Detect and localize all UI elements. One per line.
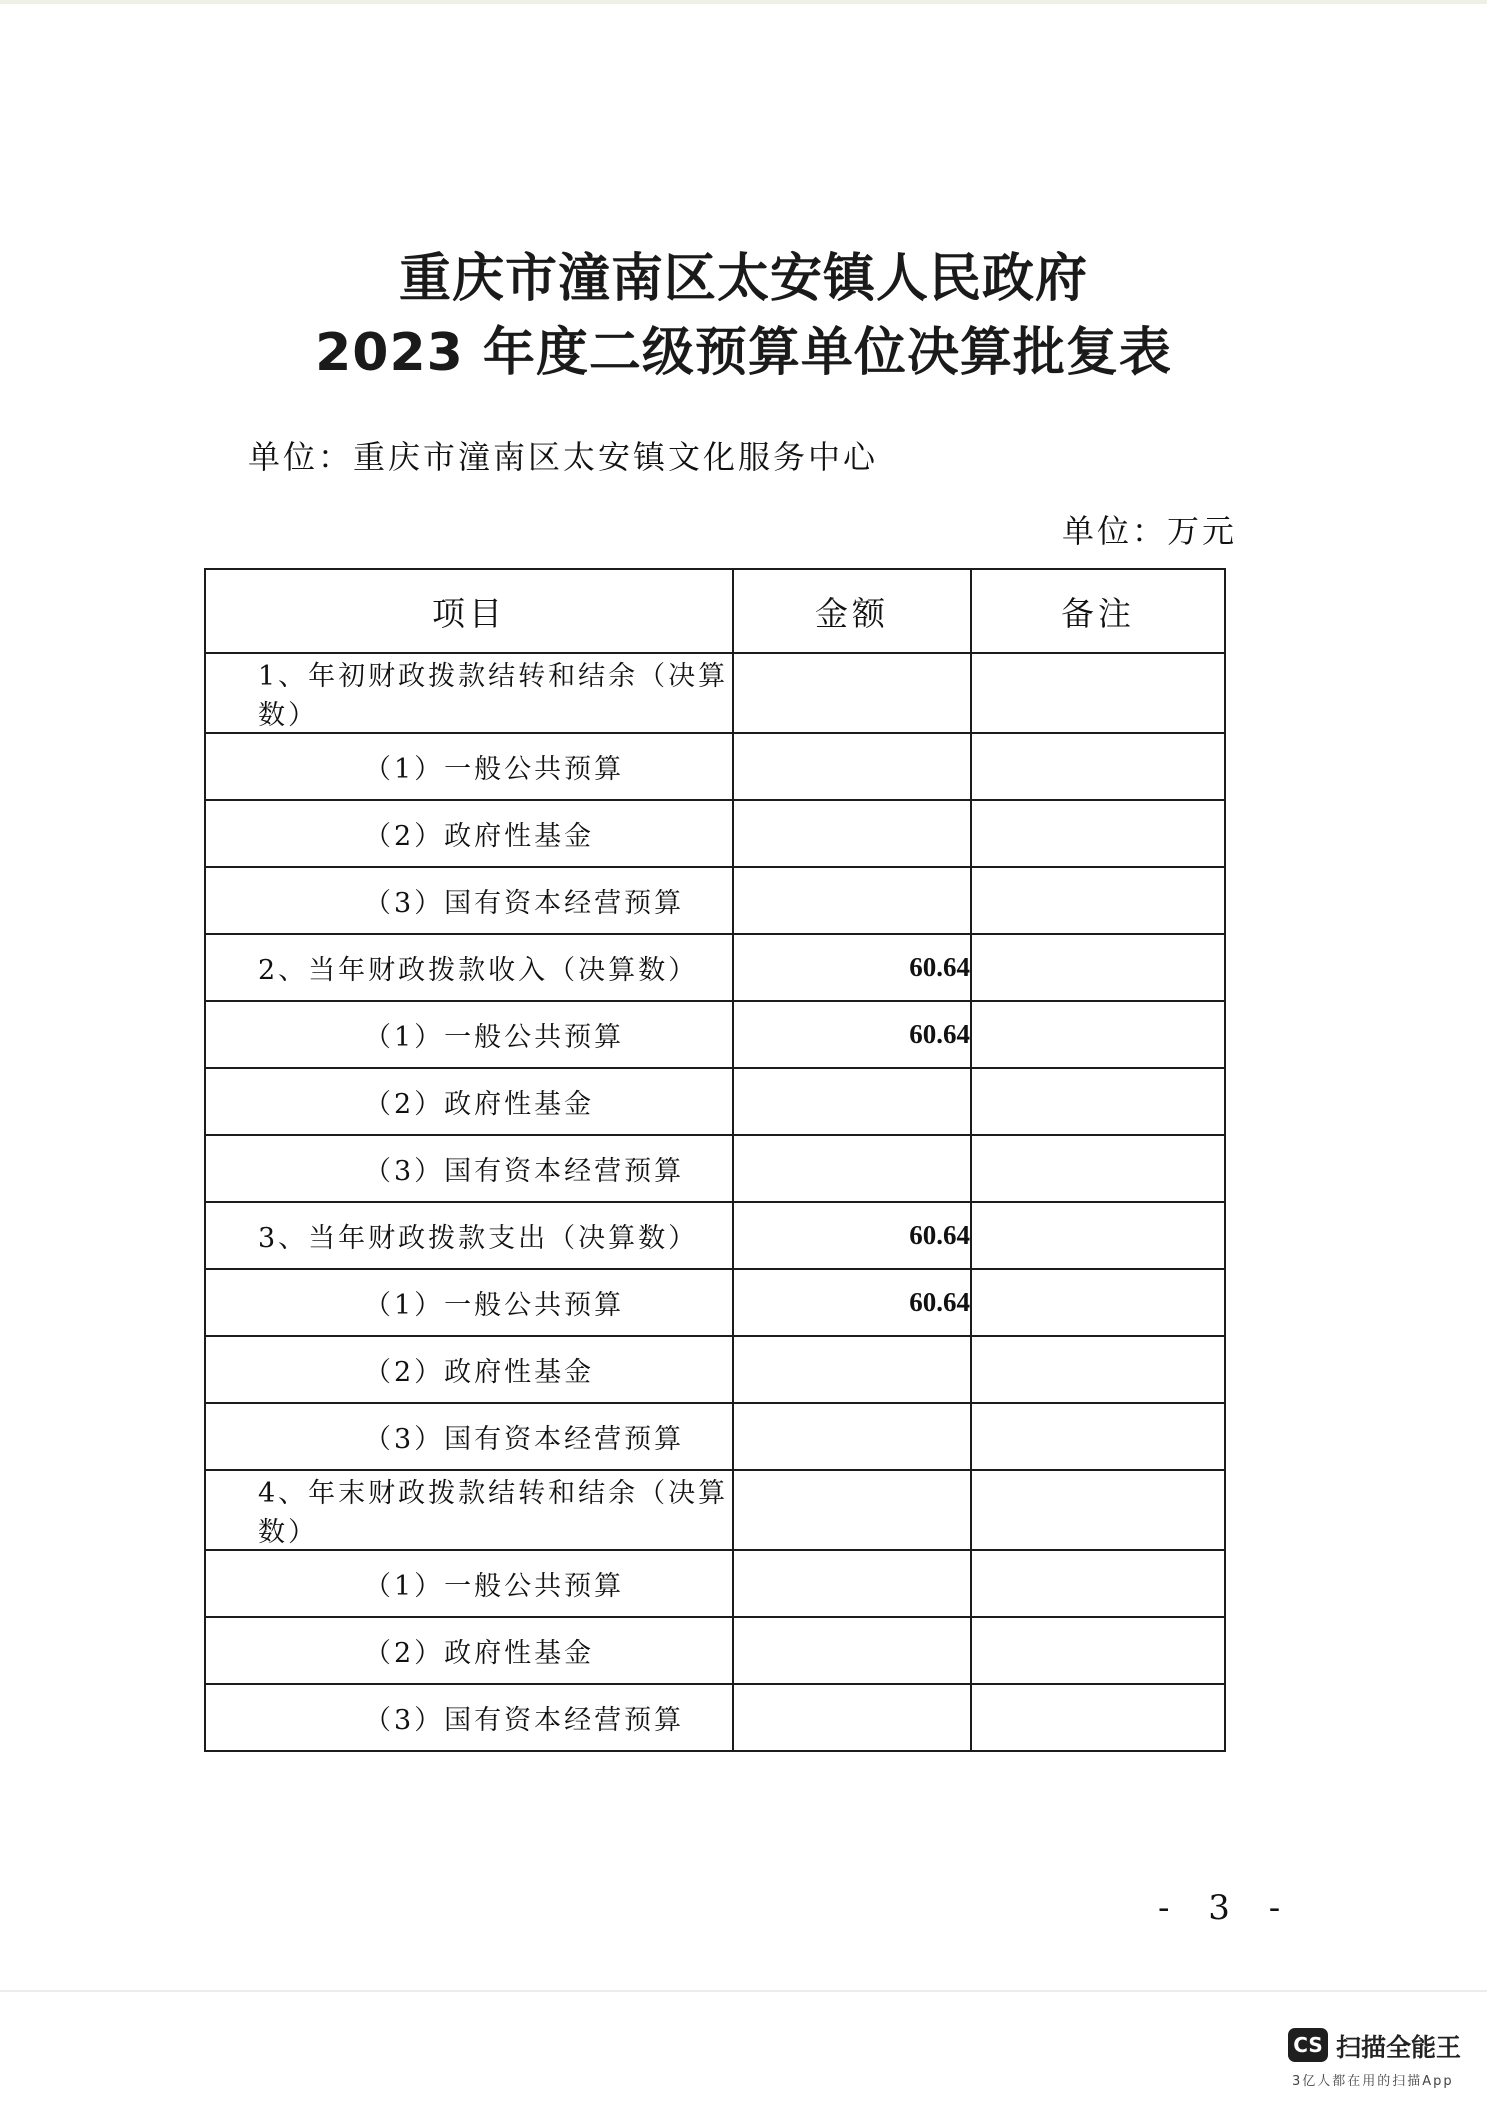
row-note [971,1470,1225,1550]
table-row [205,1202,1225,1269]
scanner-watermark [1288,2022,1468,2092]
row-amount [733,653,971,733]
unit-name: 单位：重庆市潼南区太安镇文化服务中心 [248,438,879,476]
table-row [205,1001,1225,1068]
row-item-label: （2）政府性基金 [205,1336,733,1403]
row-note [971,1135,1225,1202]
row-item-label: （2）政府性基金 [205,800,733,867]
row-amount [733,1336,971,1403]
table-row [205,1135,1225,1202]
row-note [971,1403,1225,1470]
unit-measure: 单位：万元 [1061,512,1237,550]
row-item-label: （3）国有资本经营预算 [205,1684,733,1751]
watermark-slogan: 3亿人都在用的扫描App [1292,2074,1454,2089]
table-row [205,934,1225,1001]
row-item-label: （3）国有资本经营预算 [205,1403,733,1470]
budget-approval-table [204,568,1226,1752]
row-item-label: （3）国有资本经营预算 [205,1135,733,1202]
row-item-label: 1、年初财政拨款结转和结余（决算数） [205,653,733,733]
row-note [971,653,1225,733]
row-note [971,867,1225,934]
page-top-edge [0,0,1487,4]
table-row [205,1470,1225,1550]
table-row [205,867,1225,934]
row-note [971,1684,1225,1751]
header-item: 项目 [205,569,733,653]
row-note [971,1336,1225,1403]
row-note [971,1068,1225,1135]
row-item-label: 2、当年财政拨款收入（决算数） [205,934,733,1001]
table-row [205,800,1225,867]
table-row [205,1403,1225,1470]
row-item-label: 3、当年财政拨款支出（决算数） [205,1202,733,1269]
row-note [971,1617,1225,1684]
row-amount [733,800,971,867]
table-row [205,1550,1225,1617]
row-amount [733,1135,971,1202]
row-item-label: （1）一般公共预算 [205,1269,733,1336]
table-row [205,1684,1225,1751]
watermark-app-name: 扫描全能王 [1336,2033,1462,2062]
row-note [971,1202,1225,1269]
row-amount [733,1470,971,1550]
table-row [205,653,1225,733]
row-amount [733,1403,971,1470]
row-amount [733,733,971,800]
row-amount [733,1617,971,1684]
row-item-label: （1）一般公共预算 [205,1550,733,1617]
row-note [971,1550,1225,1617]
table-row [205,1269,1225,1336]
row-amount [733,1068,971,1135]
page-number: - 3 - [1158,1888,1295,1928]
row-item-label: （2）政府性基金 [205,1617,733,1684]
document-title-line2: 2023 年度二级预算单位决算批复表 [315,323,1172,383]
row-amount [733,867,971,934]
row-amount [733,1684,971,1751]
row-amount: 60.64 [733,1001,971,1068]
row-note [971,733,1225,800]
row-note [971,800,1225,867]
table-row [205,1068,1225,1135]
header-amount: 金额 [733,569,971,653]
row-item-label: 4、年末财政拨款结转和结余（决算数） [205,1470,733,1550]
header-note: 备注 [971,569,1225,653]
table-header-row [205,569,1225,653]
table-row [205,1617,1225,1684]
row-item-label: （2）政府性基金 [205,1068,733,1135]
table-row [205,1336,1225,1403]
row-item-label: （1）一般公共预算 [205,733,733,800]
row-amount: 60.64 [733,1202,971,1269]
page-bottom-edge [0,1990,1487,1992]
camscanner-logo-icon: CS [1288,2028,1328,2062]
row-note [971,934,1225,1001]
table-row [205,733,1225,800]
row-amount [733,1550,971,1617]
row-note [971,1001,1225,1068]
row-amount: 60.64 [733,934,971,1001]
table-body [205,653,1225,1751]
row-item-label: （1）一般公共预算 [205,1001,733,1068]
row-amount: 60.64 [733,1269,971,1336]
row-item-label: （3）国有资本经营预算 [205,867,733,934]
row-note [971,1269,1225,1336]
document-title-line1: 重庆市潼南区太安镇人民政府 [398,249,1088,309]
